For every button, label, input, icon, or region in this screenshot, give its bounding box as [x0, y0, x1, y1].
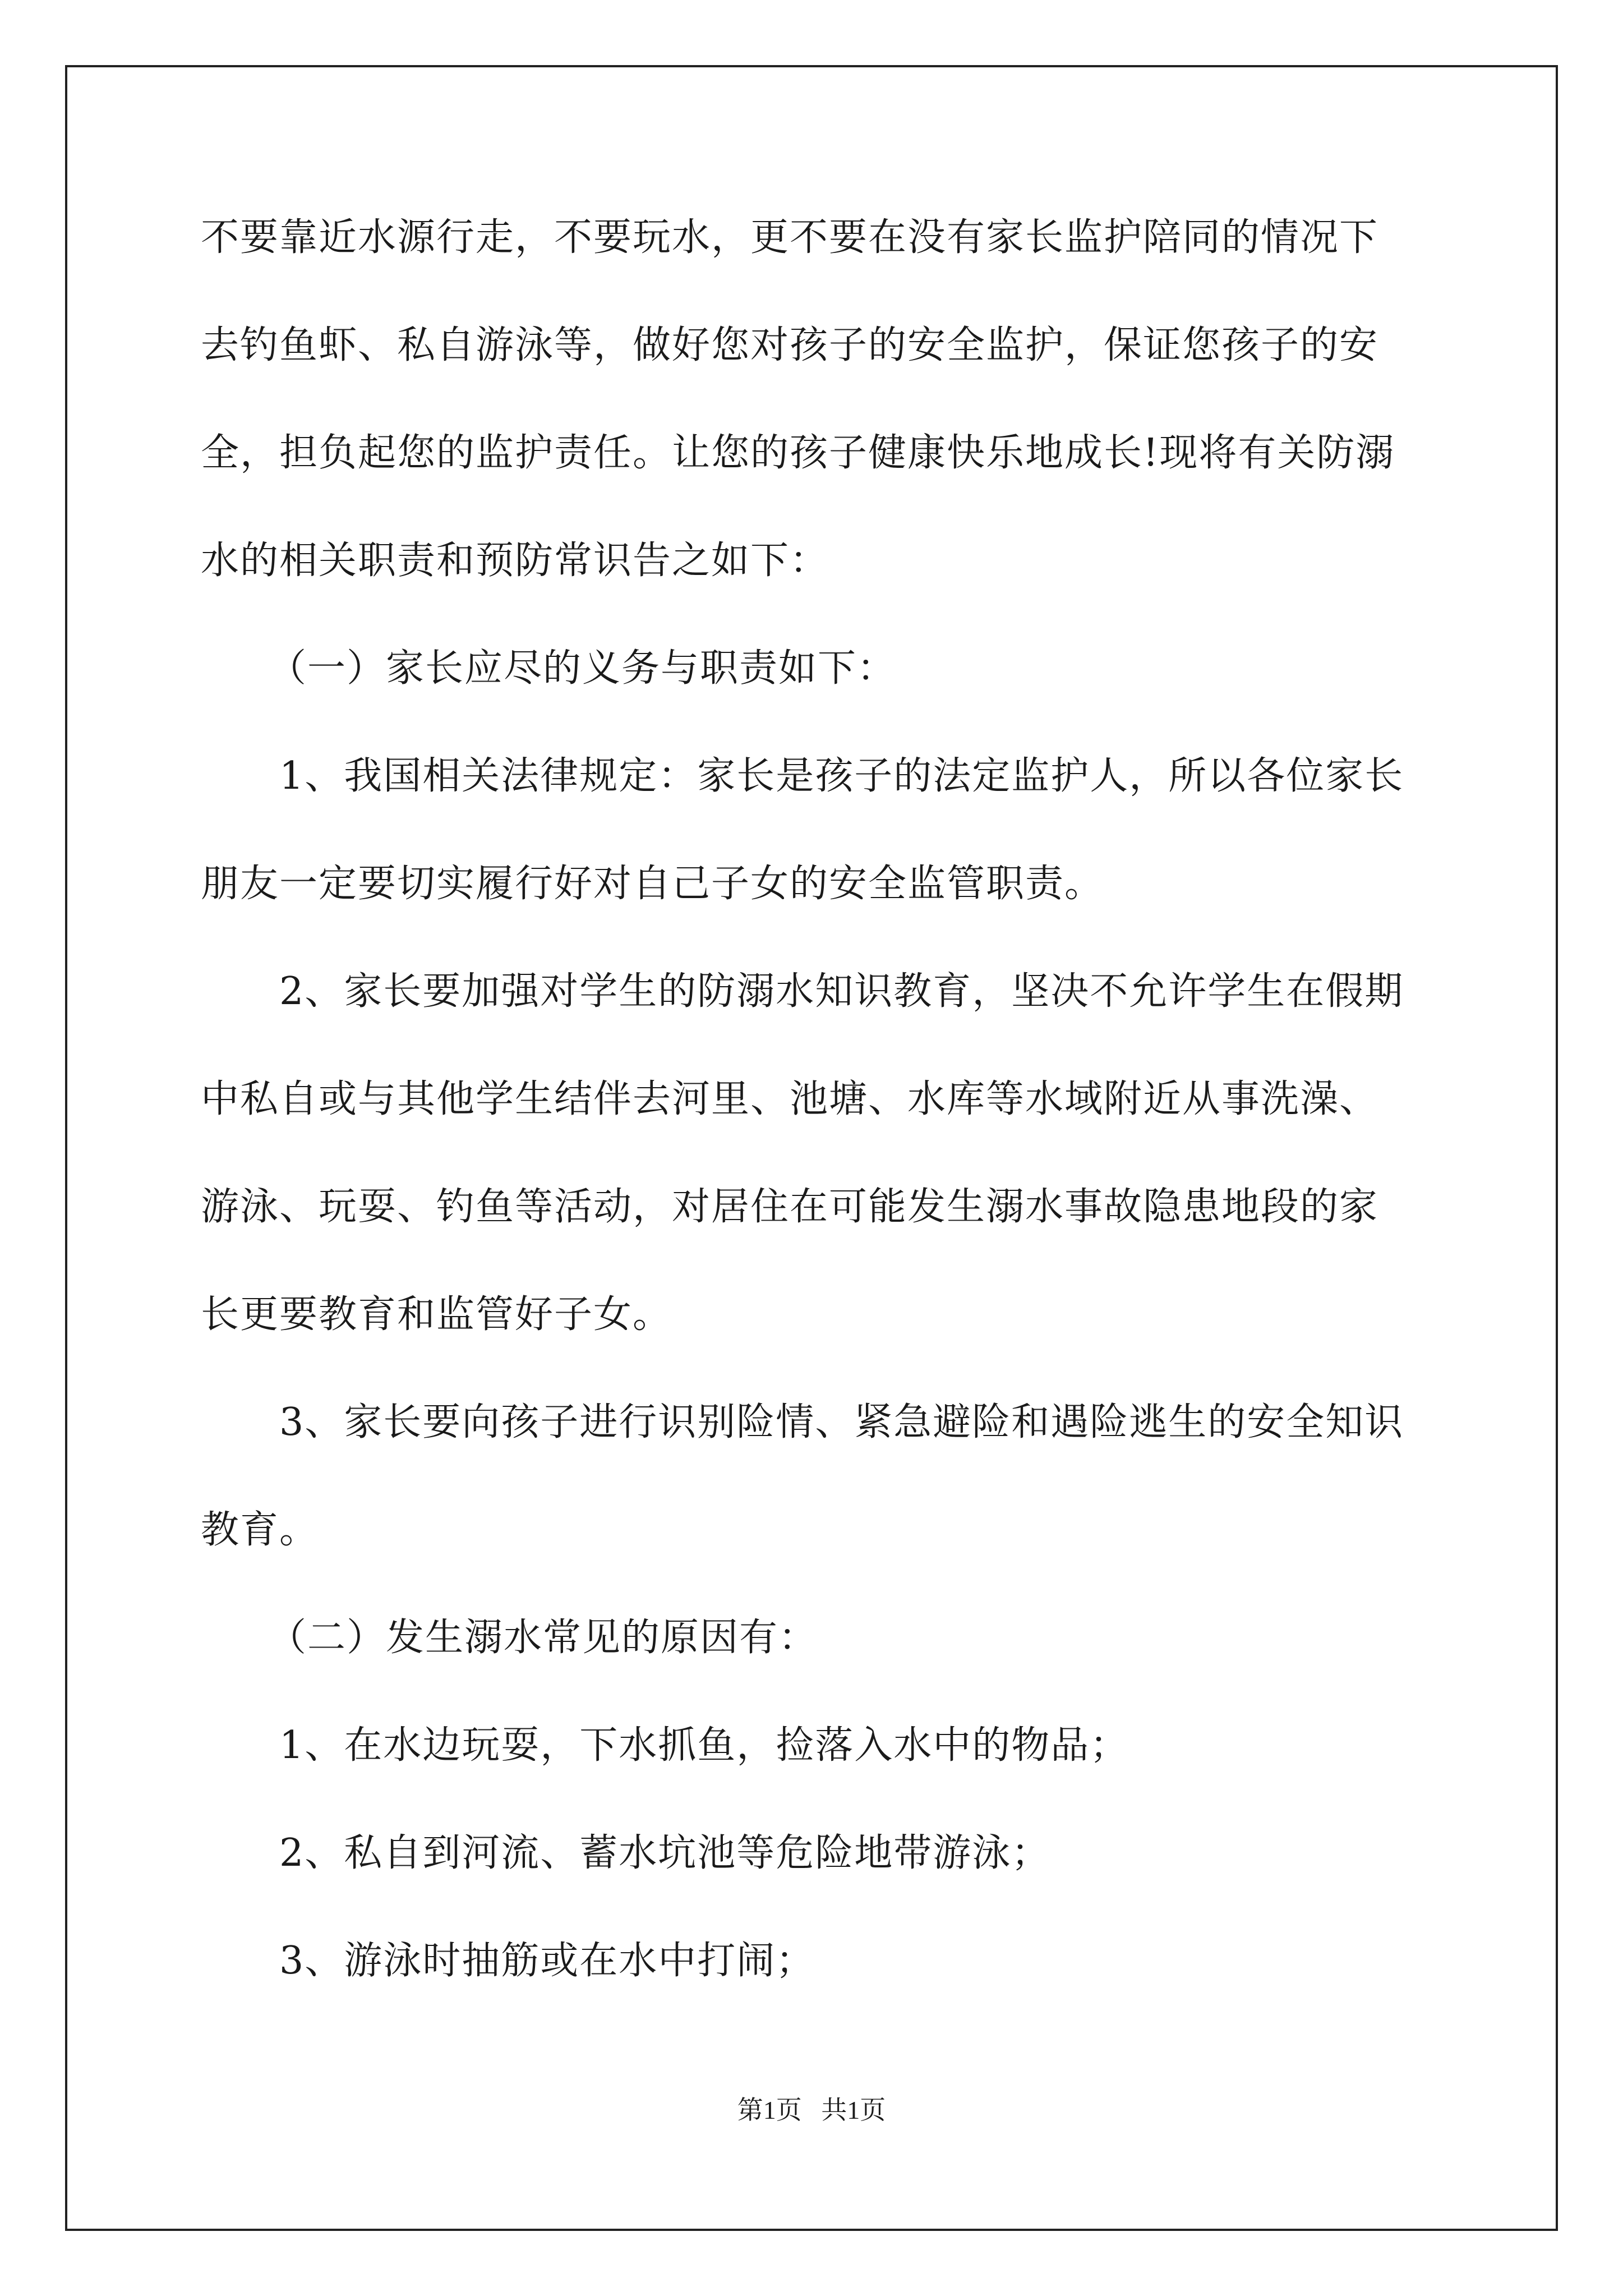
text-line: 游泳、玩耍、钓鱼等活动，对居住在可能发生溺水事故隐患地段的家 — [201, 1185, 1379, 1229]
text-line: 全，担负起您的监护责任。让您的孩子健康快乐地成长!现将有关防溺 — [201, 431, 1395, 475]
text-line: 1、我国相关法律规定：家长是孩子的法定监护人，所以各位家长 — [279, 754, 1404, 798]
text-line: 1、在水边玩耍，下水抓鱼，捡落入水中的物品； — [279, 1723, 1129, 1768]
text-line: 3、家长要向孩子进行识别险情、紧急避险和遇险逃生的安全知识 — [279, 1400, 1404, 1444]
text-line: 教育。 — [201, 1508, 319, 1552]
text-line: 2、私自到河流、蓄水坑池等危险地带游泳； — [279, 1831, 1051, 1875]
text-line: 不要靠近水源行走，不要玩水，更不要在没有家长监护陪同的情况下 — [201, 215, 1379, 260]
text-line: 朋友一定要切实履行好对自己子女的安全监管职责。 — [201, 862, 1104, 906]
text-line: 水的相关职责和预防常识告之如下： — [201, 539, 829, 583]
section-heading: （二）发生溺水常见的原因有： — [268, 1616, 818, 1660]
page-footer — [0, 2093, 1623, 2127]
text-line: 长更要教育和监管好子女。 — [201, 1292, 672, 1337]
text-line: 去钓鱼虾、私自游泳等，做好您对孩子的安全监护，保证您孩子的安 — [201, 323, 1379, 367]
page-border — [65, 65, 1558, 2231]
text-line: 中私自或与其他学生结伴去河里、池塘、水库等水域附近从事洗澡、 — [201, 1077, 1379, 1121]
page-number-label: 第1页 共1页 — [737, 2096, 886, 2124]
text-line: 3、游泳时抽筋或在水中打闹； — [279, 1939, 815, 1983]
section-heading: （一）家长应尽的义务与职责如下： — [268, 646, 897, 691]
text-line: 2、家长要加强对学生的防溺水知识教育，坚决不允许学生在假期 — [279, 969, 1404, 1014]
